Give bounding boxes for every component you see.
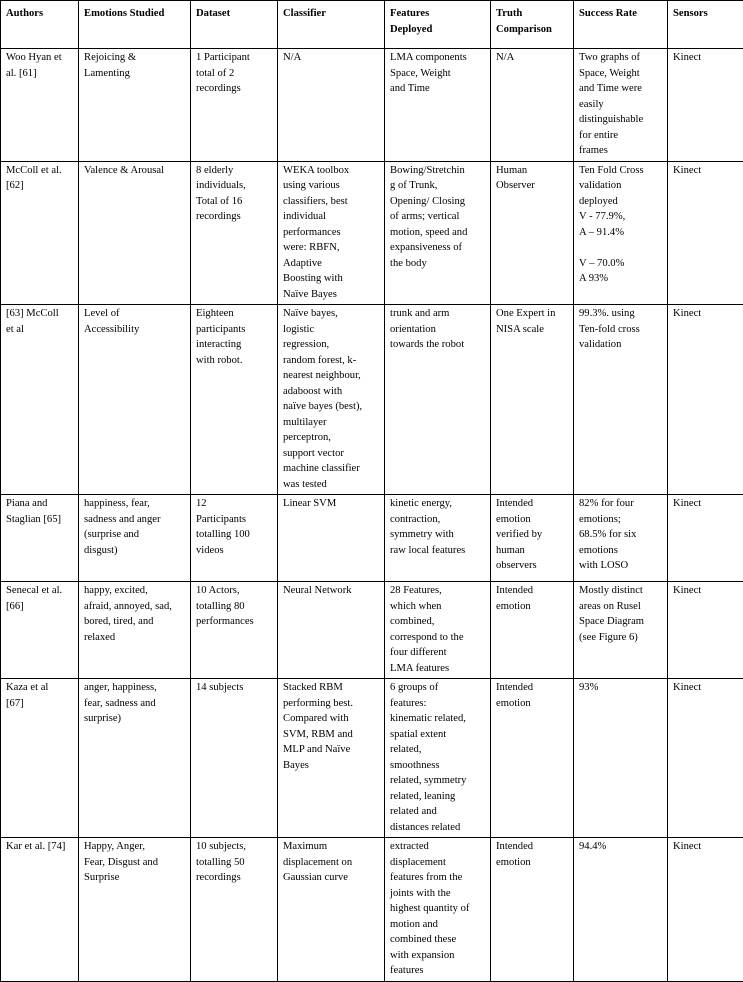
table-row bbox=[1, 495, 743, 582]
cell-success-rate bbox=[574, 161, 668, 305]
table-row bbox=[1, 838, 743, 982]
cell-emotions: Level of Accessibility bbox=[79, 305, 191, 495]
cell-success-rate: 94.4% bbox=[574, 838, 668, 982]
cell-truth: N/A bbox=[491, 49, 574, 162]
cell-sensors: Kinect bbox=[668, 161, 743, 305]
cell-classifier: N/A bbox=[278, 49, 385, 162]
cell-features: extracted displacement features from the joints with the highest quantity of motion and combined these with expansion features bbox=[385, 838, 491, 982]
table-row bbox=[1, 161, 743, 305]
cell-classifier: Neural Network bbox=[278, 582, 385, 679]
cell-emotions: happiness, fear, sadness and anger (surprise and disgust) bbox=[79, 495, 191, 582]
cell-classifier: WEKA toolbox using various classifiers, best individual performances were: RBFN, Adaptive Boosting with Naïve Bayes bbox=[278, 161, 385, 305]
cell-sensors: Kinect bbox=[668, 582, 743, 679]
cell-features: trunk and arm orientation towards the robot bbox=[385, 305, 491, 495]
header-sensors: Sensors bbox=[668, 1, 743, 49]
cell-success-rate: 93% bbox=[574, 679, 668, 838]
header-row bbox=[1, 1, 743, 49]
cell-authors: Woo Hyan et al. [61] bbox=[1, 49, 79, 162]
cell-dataset: 12 Participants totalling 100 videos bbox=[191, 495, 278, 582]
cell-emotions: anger, happiness, fear, sadness and surprise) bbox=[79, 679, 191, 838]
cell-features: 28 Features, which when combined, correspond to the four different LMA features bbox=[385, 582, 491, 679]
header-classifier: Classifier bbox=[278, 1, 385, 49]
cell-features: Bowing/Stretchin g of Trunk, Opening/ Closing of arms; vertical motion, speed and expansiveness of the body bbox=[385, 161, 491, 305]
cell-emotions: happy, excited, afraid, annoyed, sad, bored, tired, and relaxed bbox=[79, 582, 191, 679]
header-truth-comparison: Truth Comparison bbox=[491, 1, 574, 49]
cell-authors: Senecal et al. [66] bbox=[1, 582, 79, 679]
cell-features: 6 groups of features: kinematic related, spatial extent related, smoothness related, symmetry related, leaning related and distances related bbox=[385, 679, 491, 838]
success-rate-part-2: V – 70.0% A 93% bbox=[579, 258, 624, 285]
cell-authors: Kar et al. [74] bbox=[1, 838, 79, 982]
header-emotions-studied: Emotions Studied bbox=[79, 1, 191, 49]
cell-truth: Intended emotion verified by human observers bbox=[491, 495, 574, 582]
cell-authors: [63] McColl et al bbox=[1, 305, 79, 495]
cell-truth: Intended emotion bbox=[491, 679, 574, 838]
cell-dataset: 10 Actors, totalling 80 performances bbox=[191, 582, 278, 679]
cell-authors: McColl et al. [62] bbox=[1, 161, 79, 305]
success-rate-part-1: Ten Fold Cross validation deployed V - 77.9%, A – 91.4% bbox=[579, 165, 644, 238]
cell-dataset: 14 subjects bbox=[191, 679, 278, 838]
table-row bbox=[1, 305, 743, 495]
table-row bbox=[1, 582, 743, 679]
cell-classifier: Linear SVM bbox=[278, 495, 385, 582]
cell-truth: One Expert in NISA scale bbox=[491, 305, 574, 495]
cell-success-rate: Mostly distinct areas on Rusel Space Diagram (see Figure 6) bbox=[574, 582, 668, 679]
cell-classifier: Maximum displacement on Gaussian curve bbox=[278, 838, 385, 982]
header-dataset: Dataset bbox=[191, 1, 278, 49]
header-features-deployed: Features Deployed bbox=[385, 1, 491, 49]
header-success-rate: Success Rate bbox=[574, 1, 668, 49]
cell-truth: Intended emotion bbox=[491, 838, 574, 982]
cell-success-rate: 99.3%. using Ten-fold cross validation bbox=[574, 305, 668, 495]
cell-success-rate: Two graphs of Space, Weight and Time were easily distinguishable for entire frames bbox=[574, 49, 668, 162]
cell-classifier: Naïve bayes, logistic regression, random forest, k- nearest neighbour, adaboost with naïve bayes (best), multilayer perceptron, support vector machine classifier was tested bbox=[278, 305, 385, 495]
cell-authors: Piana and Staglian [65] bbox=[1, 495, 79, 582]
cell-dataset: 10 subjects, totalling 50 recordings bbox=[191, 838, 278, 982]
cell-classifier: Stacked RBM performing best. Compared with SVM, RBM and MLP and Naïve Bayes bbox=[278, 679, 385, 838]
cell-sensors: Kinect bbox=[668, 49, 743, 162]
cell-truth: Human Observer bbox=[491, 161, 574, 305]
cell-sensors: Kinect bbox=[668, 305, 743, 495]
cell-features: kinetic energy, contraction, symmetry with raw local features bbox=[385, 495, 491, 582]
cell-sensors: Kinect bbox=[668, 495, 743, 582]
cell-truth: Intended emotion bbox=[491, 582, 574, 679]
cell-dataset: 1 Participant total of 2 recordings bbox=[191, 49, 278, 162]
cell-emotions: Valence & Arousal bbox=[79, 161, 191, 305]
cell-success-rate: 82% for four emotions; 68.5% for six emotions with LOSO bbox=[574, 495, 668, 582]
cell-dataset: 8 elderly individuals, Total of 16 recordings bbox=[191, 161, 278, 305]
cell-sensors: Kinect bbox=[668, 679, 743, 838]
cell-sensors: Kinect bbox=[668, 838, 743, 982]
cell-authors: Kaza et al [67] bbox=[1, 679, 79, 838]
table-row bbox=[1, 49, 743, 162]
table-row bbox=[1, 679, 743, 838]
cell-emotions: Rejoicing & Lamenting bbox=[79, 49, 191, 162]
cell-dataset: Eighteen participants interacting with robot. bbox=[191, 305, 278, 495]
header-authors: Authors bbox=[1, 1, 79, 49]
cell-features: LMA components Space, Weight and Time bbox=[385, 49, 491, 162]
cell-emotions: Happy, Anger, Fear, Disgust and Surprise bbox=[79, 838, 191, 982]
